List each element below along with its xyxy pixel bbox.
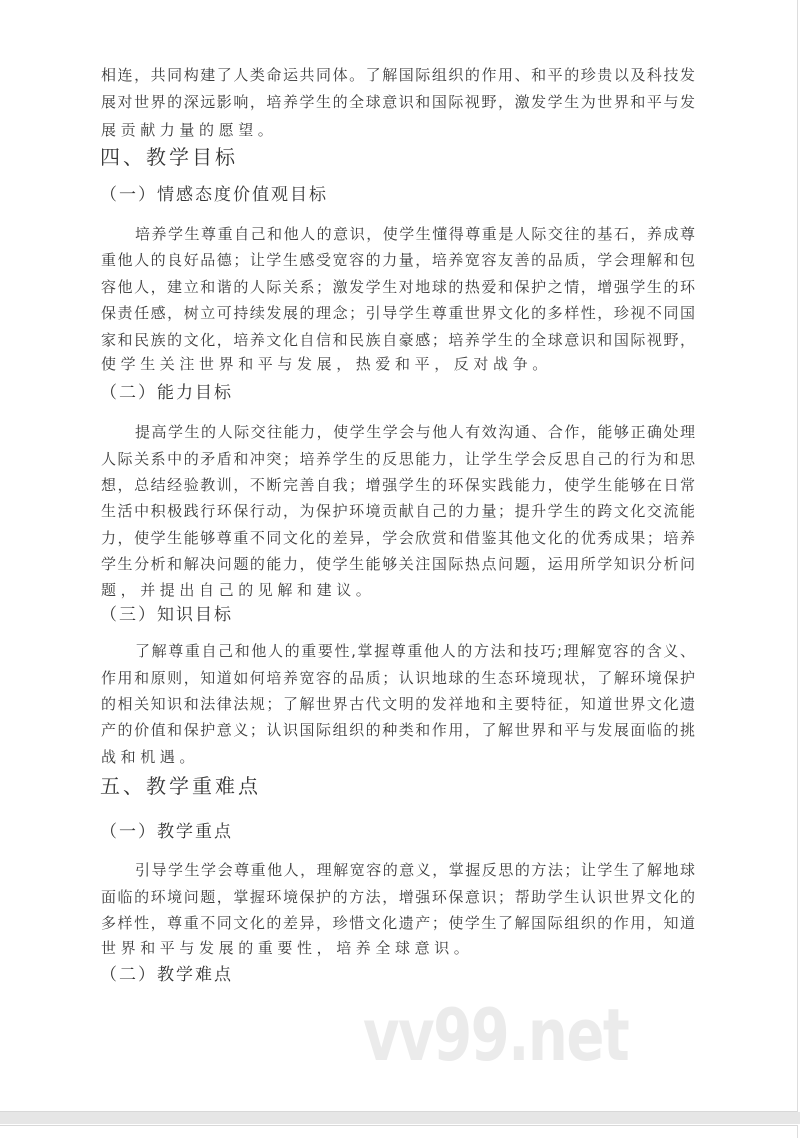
paragraph-line: 相连，共同构建了人类命运共同体。了解国际组织的作用、和平的珍贵以及科技发 <box>101 66 695 84</box>
paragraph-line: 产的价值和保护意义；认识国际组织的种类和作用，了解世界和平与发展面临的挑 <box>101 721 695 739</box>
page-separator <box>0 1112 800 1124</box>
paragraph-line: 容他人，建立和谐的人际关系；激发学生对地球的热爱和保护之情，增强学生的环 <box>101 278 695 296</box>
paragraph-line: 力，使学生能够尊重不同文化的差异，学会欣赏和借鉴其他文化的优秀成果；培养 <box>101 529 695 547</box>
paragraph-line: 了解尊重自己和他人的重要性,掌握尊重他人的方法和技巧;理解宽容的含义、 <box>135 642 695 660</box>
paragraph-line: 提高学生的人际交往能力，使学生学会与他人有效沟通、合作，能够正确处理 <box>135 423 695 441</box>
paragraph-line: 题，并提出自己的见解和建议。 <box>101 581 376 599</box>
paragraph-line: 生活中积极践行环保行动，为保护环境贡献自己的力量；提升学生的跨文化交流能 <box>101 502 695 520</box>
section-heading: 五、教学重难点 <box>100 774 261 798</box>
paragraph-line: 引导学生学会尊重他人，理解宽容的意义，掌握反思的方法；让学生了解地球 <box>135 861 695 879</box>
paragraph-line: 世界和平与发展的重要性，培养全球意识。 <box>101 939 474 957</box>
subsection-heading: （三）知识目标 <box>100 605 233 625</box>
paragraph-line: 使学生关注世界和平与发展，热爱和平，反对战争。 <box>101 355 552 373</box>
paragraph-line: 战和机遇。 <box>101 748 200 766</box>
paragraph-line: 培养学生尊重自己和他人的意识，使学生懂得尊重是人际交往的基石，养成尊 <box>135 225 695 243</box>
paragraph-line: 展贡献力量的愿望。 <box>101 121 278 139</box>
section-heading: 四、教学目标 <box>100 145 238 169</box>
paragraph-line: 家和民族的文化，培养文化自信和民族自豪感；培养学生的全球意识和国际视野， <box>101 331 695 349</box>
next-page <box>0 1125 798 1138</box>
paragraph-line: 学生分析和解决问题的能力，使学生能够关注国际热点问题，运用所学知识分析问 <box>101 555 695 573</box>
paragraph-line: 展对世界的深远影响，培养学生的全球意识和国际视野，激发学生为世界和平与发 <box>101 93 695 111</box>
paragraph-line: 重他人的良好品德；让学生感受宽容的力量，培养宽容友善的品质，学会理解和包 <box>101 251 695 269</box>
subsection-heading: （一）教学重点 <box>100 822 233 842</box>
subsection-heading: （二）教学难点 <box>100 965 233 985</box>
paragraph-line: 人际关系中的矛盾和冲突；培养学生的反思能力，让学生学会反思自己的行为和思 <box>101 450 695 468</box>
paragraph-line: 多样性，尊重不同文化的差异，珍惜文化遗产；使学生了解国际组织的作用，知道 <box>101 914 695 932</box>
paragraph-line: 保责任感，树立可持续发展的理念；引导学生尊重世界文化的多样性，珍视不同国 <box>101 304 695 322</box>
subsection-heading: （一）情感态度价值观目标 <box>100 185 328 205</box>
paragraph-line: 作用和原则，知道如何培养宽容的品质；认识地球的生态环境现状，了解环境保护 <box>101 669 695 687</box>
subsection-heading: （二）能力目标 <box>100 383 233 403</box>
paragraph-line: 的相关知识和法律法规；了解世界古代文明的发祥地和主要特征，知道世界文化遗 <box>101 695 695 713</box>
paragraph-line: 想，总结经验教训，不断完善自我；增强学生的环保实践能力，使学生能够在日常 <box>101 476 695 494</box>
watermark: vv99.net <box>363 993 629 1077</box>
paragraph-line: 面临的环境问题，掌握环境保护的方法，增强环保意识；帮助学生认识世界文化的 <box>101 888 695 906</box>
